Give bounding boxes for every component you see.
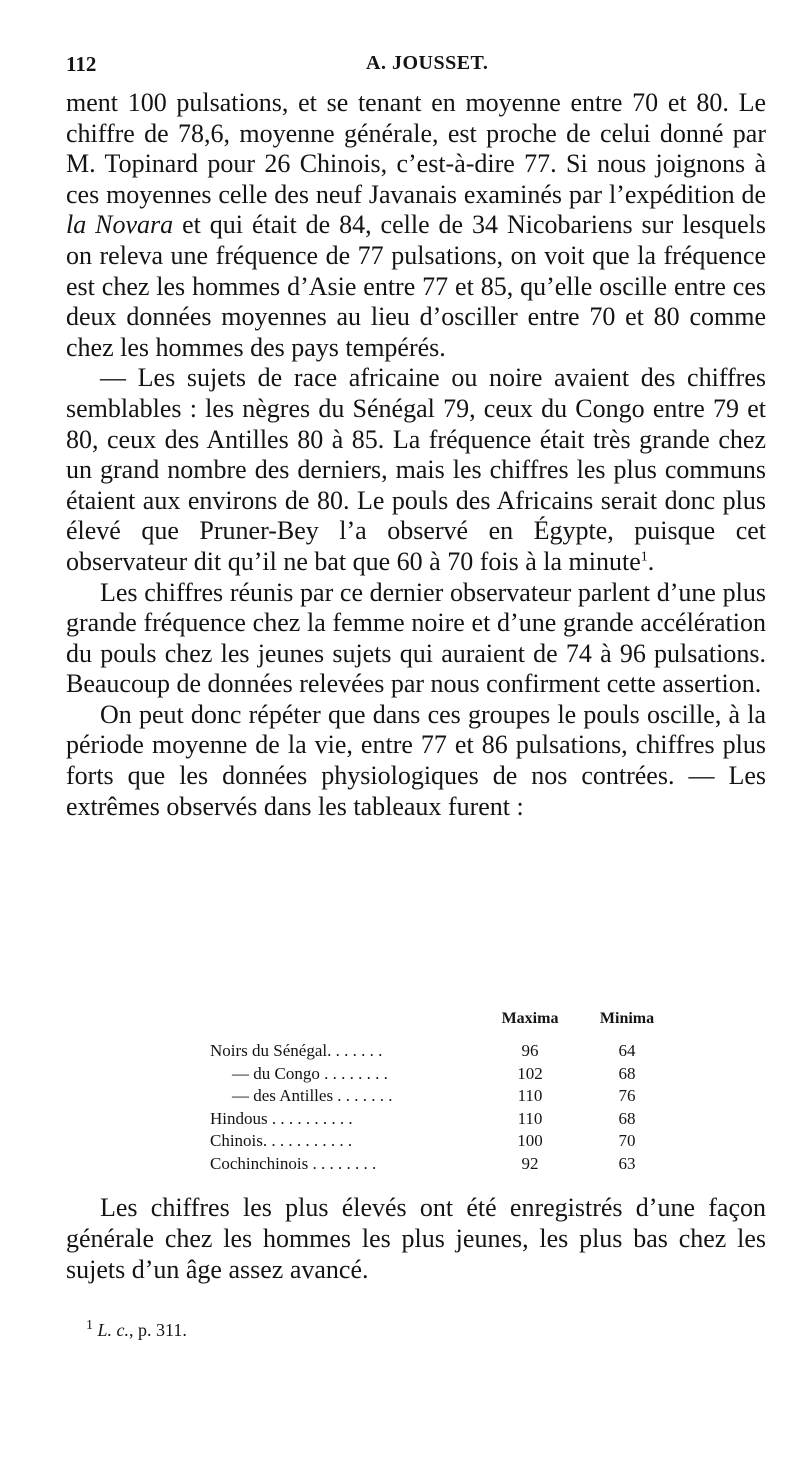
ship-name: la Novara — [66, 210, 174, 240]
page-number: 112 — [66, 52, 97, 76]
table-row — [210, 1153, 650, 1176]
footnote-marker: 1 — [86, 1318, 93, 1333]
pulse-extremes-table — [210, 1008, 655, 1175]
footnote — [86, 1320, 187, 1341]
header-max: Maxima — [501, 1010, 559, 1027]
row-label: Hindous . . . . . . . . . . — [210, 1108, 353, 1128]
row-max: 110 — [517, 1086, 543, 1105]
row-min: 64 — [618, 1041, 636, 1060]
footnote-ref-text: L. c. — [97, 1320, 129, 1340]
row-min: 63 — [618, 1153, 636, 1173]
footnote-text: , p. 311. — [129, 1320, 187, 1340]
row-label: — du Congo . . . . . . . . — [232, 1063, 388, 1083]
row-label: Cochinchinois . . . . . . . . — [210, 1153, 377, 1173]
row-label: Noirs du Sénégal. . . . . . . — [210, 1041, 383, 1060]
running-head: A. JOUSSET. — [366, 52, 489, 74]
row-min: 76 — [618, 1086, 636, 1105]
paragraph-1: ment 100 pulsations, et se tenant en moyenne entre 70 et 80. Le chiffre de 78,6, moyenne générale, est proche de celui donné par M. Topinard pour 26 Chinois, c’est-à-dire 77. Si nous joignons à ces moyennes celle des neuf Javanais examinés par l’expédition de la Novara et qui était de 84, celle de 34 Nicobariens sur lesquels on releva une fréquence de 77 pulsations, on voit que la fréquence est chez les hommes d’Asie entre 77 et 85, qu’elle oscille entre ces deux données moyennes au lieu d’osciller entre 70 et 80 comme chez les hommes des pays tempérés. — [66, 88, 767, 362]
paragraph-4: On peut donc répéter que dans ces groupes le pouls oscille, à la période moyenne de la vie, entre 77 et 86 pulsations, chiffres plus forts que les données physiologiques de nos contrées. — Les extrêmes observés dans les tableaux furent : — [66, 699, 766, 821]
page-header — [66, 52, 766, 86]
closing-paragraph: Les chiffres les plus élevés ont été enregistrés d’une façon générale chez les hommes les plus jeunes, les plus bas chez les sujets d’un âge assez avancé. — [66, 1193, 766, 1284]
row-max: 96 — [521, 1041, 539, 1060]
row-max: 92 — [521, 1153, 539, 1173]
table-row — [210, 1040, 650, 1063]
paragraph-3: Les chiffres réunis par ce dernier observateur parlent d’une plus grande fréquence chez la femme noire et d’une grande accélération du pouls chez les jeunes sujets qui auraient de 74 à 96 pulsations. Beaucoup de données relevées par nous confirment cette assertion. — [66, 577, 766, 699]
row-min: 68 — [618, 1063, 636, 1083]
body-text — [66, 88, 766, 822]
row-min: 70 — [618, 1131, 636, 1150]
row-max: 100 — [517, 1131, 543, 1150]
table-row — [210, 1085, 650, 1108]
table-row — [210, 1130, 650, 1153]
header-min: Minima — [599, 1010, 655, 1027]
row-label: Chinois. . . . . . . . . . . — [210, 1131, 353, 1150]
row-max: 102 — [517, 1063, 543, 1083]
footnote-ref: 1 — [640, 549, 648, 565]
table-row — [210, 1063, 650, 1086]
table-header — [210, 1008, 655, 1040]
paragraph-2: — Les sujets de race africaine ou noire avaient des chiffres semblables : les nègres du Sénégal 79, ceux du Congo entre 79 et 80, ceux des Antilles 80 à 85. La fréquence était très grande chez un grand nombre des derniers, mais les chiffres les plus communs étaient aux environs de 80. Le pouls des Africains serait donc plus élevé que Pruner-Bey l’a observé en Égypte, puisque cet observateur dit qu’il ne bat que 60 à 70 fois à la minute$^1$. — [66, 363, 766, 576]
table-row — [210, 1108, 650, 1131]
row-max: 110 — [517, 1108, 543, 1128]
row-label: — des Antilles . . . . . . . — [232, 1086, 393, 1105]
row-min: 68 — [618, 1108, 636, 1128]
